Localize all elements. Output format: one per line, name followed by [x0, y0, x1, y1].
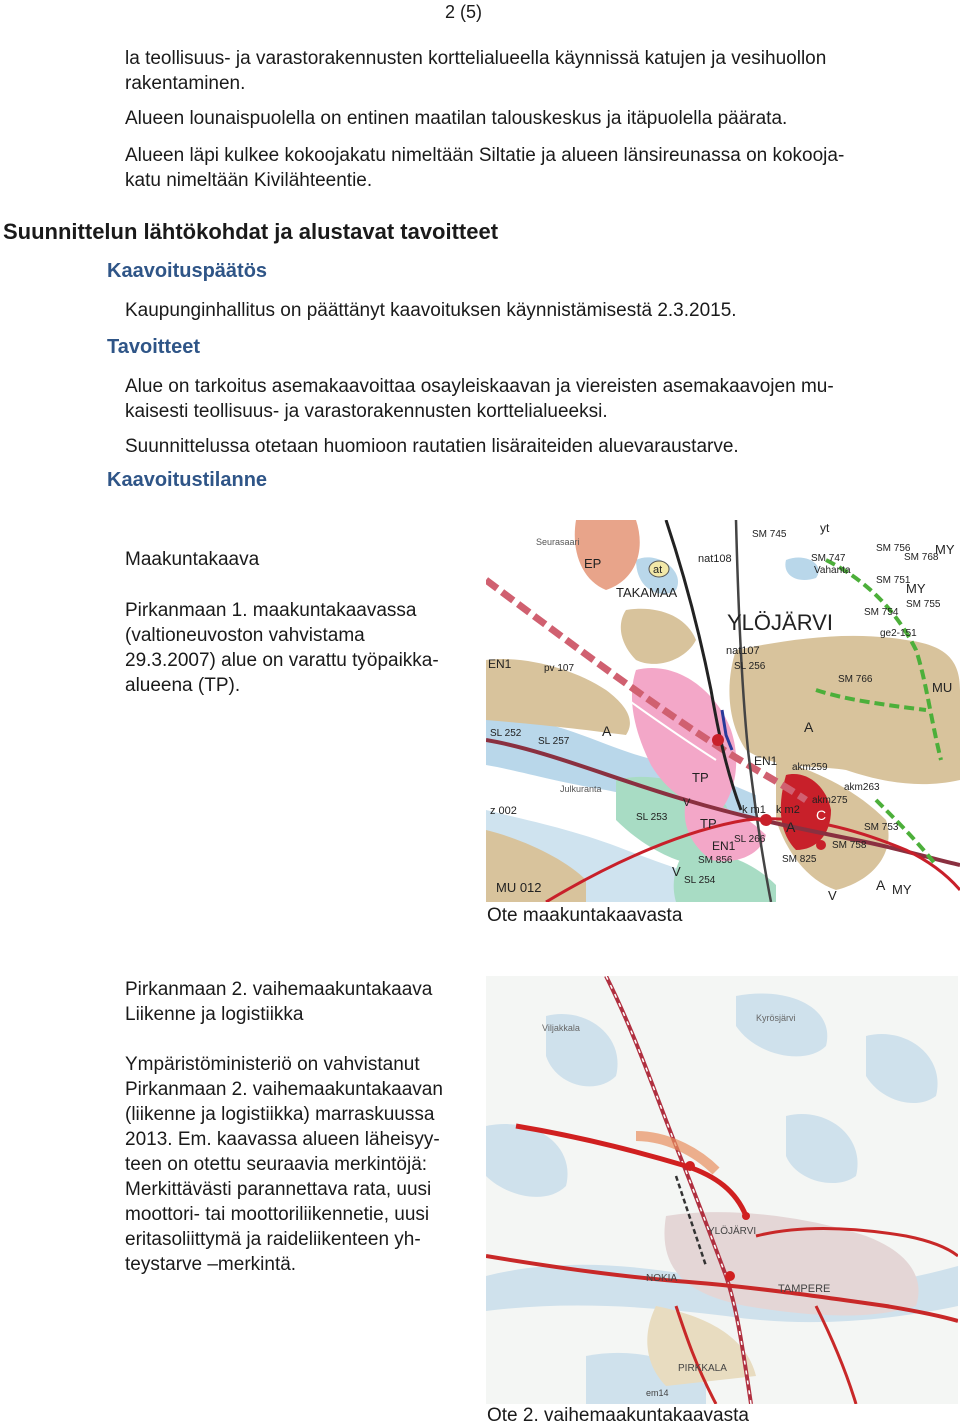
paragraph-streets: la teollisuus- ja varastorakennusten korttelialueella käynnissä katujen ja vesihuollon rakentaminen.: [125, 48, 827, 94]
label-ep: EP: [584, 556, 602, 571]
label-sl266: SL 266: [734, 834, 766, 845]
label-sl256: SL 256: [734, 661, 766, 672]
label-sl252: SL 252: [490, 728, 522, 739]
page-number: 2 (5): [445, 2, 483, 22]
label-sl253: SL 253: [636, 812, 668, 823]
label-sm755: SM 755: [906, 599, 941, 610]
map2-label-tampere: TAMPERE: [778, 1283, 831, 1295]
text-kaavoituspaatos: Kaupunginhallitus on päättänyt kaavoituksen käynnistämisestä 2.3.2015.: [125, 300, 737, 321]
label-vahanta: Vahanta: [814, 565, 851, 576]
paragraph-location: Alueen lounaispuolella on entinen maatilan talouskeskus ja itäpuolella päärata.: [125, 108, 788, 129]
label-at: at: [653, 564, 663, 576]
label-en1b: EN1: [754, 754, 778, 768]
label-yt: yt: [820, 521, 830, 535]
label-tp2: TP: [700, 816, 717, 831]
label-mu012: MU 012: [496, 880, 542, 895]
label-sl254: SL 254: [684, 875, 716, 886]
label-takamaa: TAKAMAA: [616, 585, 678, 600]
label-seurasaari: Seurasaari: [536, 537, 580, 547]
label-sm856: SM 856: [698, 855, 733, 866]
label-a2: A: [804, 719, 814, 735]
label-sm751: SM 751: [876, 575, 911, 586]
map2-label-nokia: NOKIA: [646, 1273, 678, 1284]
label-a4: A: [876, 877, 886, 893]
map1-caption: Ote maakuntakaavasta: [487, 905, 683, 926]
label-ylojarvi: YLÖJÄRVI: [727, 610, 833, 635]
label-sm754: SM 754: [864, 607, 899, 618]
label-akm259: akm259: [792, 762, 828, 773]
map2-label-kyro: Kyrösjärvi: [756, 1013, 796, 1023]
label-sm753: SM 753: [864, 822, 899, 833]
heading-kaavoitustilanne: Kaavoitustilanne: [107, 469, 268, 491]
label-sm758: SM 758: [832, 840, 867, 851]
map2-label-em14: em14: [646, 1388, 669, 1398]
label-sm766: SM 766: [838, 674, 873, 685]
label-akm275: akm275: [812, 795, 848, 806]
label-en1c: EN1: [712, 839, 736, 853]
label-sl257: SL 257: [538, 736, 570, 747]
label-en1a: EN1: [488, 657, 512, 671]
label-tp1: TP: [692, 770, 709, 785]
label-v3: V: [828, 888, 837, 902]
maakuntakaava-title: Maakuntakaava: [125, 549, 260, 570]
label-nat107: nat107: [726, 645, 760, 657]
section-heading: Suunnittelun lähtökohdat ja alustavat tavoitteet: [3, 219, 499, 244]
label-my2: MY: [906, 581, 926, 596]
label-c: C: [816, 807, 827, 823]
map-maakuntakaava: [486, 520, 960, 902]
map-vaihemaakuntakaava: [486, 976, 958, 1404]
label-sm745: SM 745: [752, 529, 787, 540]
map2-label-ylojarvi: YLÖJÄRVI: [708, 1226, 757, 1237]
label-nat108: nat108: [698, 553, 732, 565]
paragraph-roads: Alueen läpi kulkee kokoojakatu nimeltään Siltatie ja alueen länsireunassa on kokooja- katu nimeltään Kivilähteentie.: [125, 145, 845, 191]
label-v1: V: [672, 864, 681, 879]
map2-label-pirkkala: PIRKKALA: [678, 1363, 727, 1374]
label-my3: MY: [892, 882, 912, 897]
heading-tavoitteet: Tavoitteet: [107, 336, 200, 358]
vaihemaakuntakaava-title: Pirkanmaan 2. vaihemaakuntakaava Liikenne ja logistiikka: [125, 979, 433, 1025]
label-z002: z 002: [490, 805, 517, 817]
label-mu: MU: [932, 680, 953, 695]
text-tavoitteet-2: Suunnittelussa otetaan huomioon rautatien lisäraiteiden aluevaraustarve.: [125, 436, 739, 457]
label-a1: A: [602, 723, 612, 739]
label-a3: A: [786, 819, 796, 835]
map2-caption: Ote 2. vaihemaakuntakaavasta: [487, 1405, 749, 1426]
label-sm756: SM 756: [876, 543, 911, 554]
label-ge2: ge2-151: [880, 628, 917, 639]
label-pv107: pv 107: [544, 663, 575, 674]
label-km1: k m1: [742, 804, 766, 816]
label-sm825: SM 825: [782, 854, 817, 865]
label-julkuranta: Julkuranta: [560, 784, 602, 794]
vaihemaakuntakaava-text: Ympäristöministeriö on vahvistanut Pirkanmaan 2. vaihemaakuntakaavan (liikenne ja logistiikka) marraskuussa 2013. Em. kaavassa alueen läheisyy- teen on otettu seuraavia merkintöjä: Merkittävästi parannettava rata, uusi moottori- tai moottoriliikennetie, uusi eritasoliittymä ja raideliikenteen yh- teystarve –merkintä.: [125, 1054, 443, 1275]
label-akm263: akm263: [844, 782, 880, 793]
text-tavoitteet-1: Alue on tarkoitus asemakaavoittaa osayleiskaavan ja viereisten asemakaavojen mu- kaisesti teollisuus- ja varastorakennusten korttelialueeksi.: [125, 376, 834, 422]
label-sm747: SM 747: [811, 553, 846, 564]
label-v2: V: [683, 797, 691, 809]
label-my1: MY: [935, 542, 955, 557]
label-km2: k m2: [776, 804, 800, 816]
map2-label-viljakkala: Viljakkala: [542, 1023, 580, 1033]
heading-kaavoituspaatos: Kaavoituspäätös: [107, 260, 268, 282]
maakuntakaava-text: Pirkanmaan 1. maakuntakaavassa (valtioneuvoston vahvistama 29.3.2007) alue on varattu työpaikka- alueena (TP).: [125, 600, 439, 696]
label-sm768: SM 768: [904, 552, 939, 563]
